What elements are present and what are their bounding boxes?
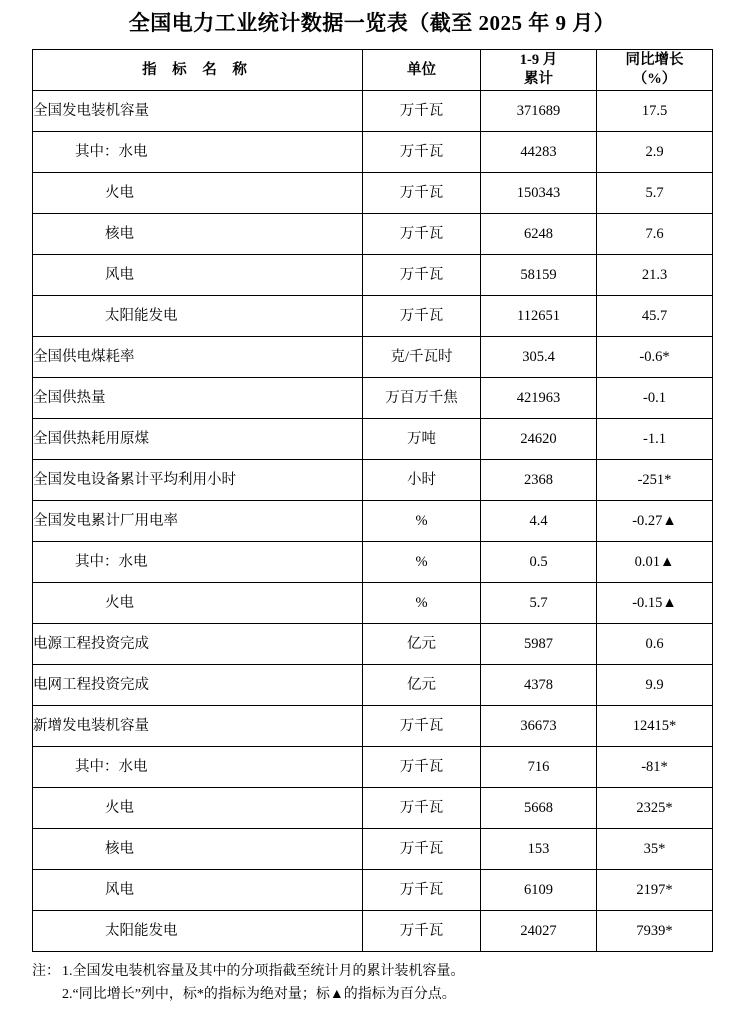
- cell-indicator-name: 全国供热量: [33, 378, 363, 419]
- table-row: [33, 788, 713, 829]
- table-row: [33, 870, 713, 911]
- cell-cumulative-value: 58159: [481, 255, 597, 296]
- cell-indicator-name: 火电: [33, 788, 363, 829]
- cell-cumulative-value: 6248: [481, 214, 597, 255]
- cell-cumulative-value: 112651: [481, 296, 597, 337]
- cell-unit: 万吨: [363, 419, 481, 460]
- table-row: [33, 296, 713, 337]
- note-line: [32, 983, 712, 1006]
- cell-yoy-growth: 7.6: [597, 214, 713, 255]
- cell-cumulative-value: 716: [481, 747, 597, 788]
- table-row: [33, 337, 713, 378]
- cell-yoy-growth: 7939*: [597, 911, 713, 952]
- cell-indicator-name: 风电: [33, 255, 363, 296]
- cell-cumulative-value: 153: [481, 829, 597, 870]
- table-row: [33, 706, 713, 747]
- cell-unit: 万千瓦: [363, 747, 481, 788]
- column-header-value-line1: 1-9 月: [519, 51, 558, 68]
- cell-cumulative-value: 36673: [481, 706, 597, 747]
- column-header-indicator-label: 指 标 名 称: [142, 62, 253, 79]
- cell-cumulative-value: 24027: [481, 911, 597, 952]
- cell-cumulative-value: 4.4: [481, 501, 597, 542]
- cell-unit: 万千瓦: [363, 870, 481, 911]
- cell-unit: 万千瓦: [363, 296, 481, 337]
- cell-yoy-growth: 2197*: [597, 870, 713, 911]
- cell-cumulative-value: 4378: [481, 665, 597, 706]
- cell-yoy-growth: 12415*: [597, 706, 713, 747]
- cell-cumulative-value: 150343: [481, 173, 597, 214]
- cell-cumulative-value: 5987: [481, 624, 597, 665]
- cell-yoy-growth: -0.1: [597, 378, 713, 419]
- column-header-indicator: [33, 50, 363, 91]
- table-row: [33, 255, 713, 296]
- column-header-unit: [363, 50, 481, 91]
- cell-unit: 亿元: [363, 624, 481, 665]
- table-row: [33, 378, 713, 419]
- cell-indicator-name: 全国发电装机容量: [33, 91, 363, 132]
- cell-unit: 万千瓦: [363, 214, 481, 255]
- cell-yoy-growth: 2.9: [597, 132, 713, 173]
- table-row: [33, 173, 713, 214]
- cell-cumulative-value: 305.4: [481, 337, 597, 378]
- table-row: [33, 583, 713, 624]
- cell-unit: 克/千瓦时: [363, 337, 481, 378]
- cell-unit: %: [363, 501, 481, 542]
- cell-unit: 万千瓦: [363, 91, 481, 132]
- cell-yoy-growth: -0.6*: [597, 337, 713, 378]
- notes-label: 注：: [32, 964, 60, 980]
- cell-yoy-growth: -0.15▲: [597, 583, 713, 624]
- cell-indicator-name: 核电: [33, 829, 363, 870]
- cell-indicator-name: 全国供热耗用原煤: [33, 419, 363, 460]
- cell-cumulative-value: 0.5: [481, 542, 597, 583]
- cell-indicator-name: 电网工程投资完成: [33, 665, 363, 706]
- cell-yoy-growth: -81*: [597, 747, 713, 788]
- table-header-row: [33, 50, 713, 91]
- cell-indicator-name: 核电: [33, 214, 363, 255]
- cell-unit: 万千瓦: [363, 132, 481, 173]
- cell-indicator-name: 新增发电装机容量: [33, 706, 363, 747]
- table-header: [33, 50, 713, 91]
- cell-unit: 万百万千焦: [363, 378, 481, 419]
- cell-unit: 小时: [363, 460, 481, 501]
- column-header-unit-label: 单位: [407, 62, 436, 79]
- column-header-yoy-line2: （%）: [632, 71, 677, 88]
- cell-unit: 亿元: [363, 665, 481, 706]
- cell-yoy-growth: 0.01▲: [597, 542, 713, 583]
- cell-yoy-growth: 45.7: [597, 296, 713, 337]
- cell-cumulative-value: 2368: [481, 460, 597, 501]
- cell-indicator-name: 其中：水电: [33, 542, 363, 583]
- column-header-value-line2: 累计: [524, 71, 553, 88]
- cell-cumulative-value: 371689: [481, 91, 597, 132]
- table-body: [33, 91, 713, 952]
- column-header-yoy-line1: 同比增长: [625, 51, 684, 68]
- cell-yoy-growth: 2325*: [597, 788, 713, 829]
- cell-cumulative-value: 44283: [481, 132, 597, 173]
- table-row: [33, 747, 713, 788]
- cell-indicator-name: 其中：水电: [33, 747, 363, 788]
- cell-indicator-name: 其中：水电: [33, 132, 363, 173]
- table-row: [33, 542, 713, 583]
- note-text: 2.“同比增长”列中，标*的指标为绝对量；标▲的指标为百分点。: [62, 987, 456, 1003]
- note-line: [32, 960, 712, 983]
- cell-yoy-growth: 17.5: [597, 91, 713, 132]
- cell-unit: 万千瓦: [363, 255, 481, 296]
- cell-yoy-growth: 35*: [597, 829, 713, 870]
- table-row: [33, 214, 713, 255]
- cell-unit: %: [363, 542, 481, 583]
- column-header-value: [481, 50, 597, 91]
- cell-unit: 万千瓦: [363, 706, 481, 747]
- table-row: [33, 91, 713, 132]
- cell-yoy-growth: 9.9: [597, 665, 713, 706]
- cell-indicator-name: 全国发电设备累计平均利用小时: [33, 460, 363, 501]
- table-row: [33, 829, 713, 870]
- cell-unit: 万千瓦: [363, 788, 481, 829]
- table-row: [33, 419, 713, 460]
- cell-cumulative-value: 24620: [481, 419, 597, 460]
- table-row: [33, 624, 713, 665]
- cell-indicator-name: 太阳能发电: [33, 296, 363, 337]
- cell-cumulative-value: 5.7: [481, 583, 597, 624]
- cell-yoy-growth: 21.3: [597, 255, 713, 296]
- cell-indicator-name: 太阳能发电: [33, 911, 363, 952]
- cell-unit: 万千瓦: [363, 173, 481, 214]
- cell-indicator-name: 火电: [33, 583, 363, 624]
- cell-indicator-name: 火电: [33, 173, 363, 214]
- cell-unit: 万千瓦: [363, 911, 481, 952]
- cell-yoy-growth: 0.6: [597, 624, 713, 665]
- cell-indicator-name: 电源工程投资完成: [33, 624, 363, 665]
- cell-yoy-growth: -251*: [597, 460, 713, 501]
- page-title: 全国电力工业统计数据一览表（截至 2025 年 9 月）: [128, 11, 616, 35]
- cell-yoy-growth: -0.27▲: [597, 501, 713, 542]
- table-row: [33, 665, 713, 706]
- cell-cumulative-value: 421963: [481, 378, 597, 419]
- table-row: [33, 460, 713, 501]
- cell-indicator-name: 全国供电煤耗率: [33, 337, 363, 378]
- table-notes: [32, 960, 712, 1006]
- table-row: [33, 911, 713, 952]
- cell-cumulative-value: 5668: [481, 788, 597, 829]
- table-row: [33, 132, 713, 173]
- table-row: [33, 501, 713, 542]
- statistics-table: [32, 49, 713, 952]
- cell-unit: %: [363, 583, 481, 624]
- cell-yoy-growth: -1.1: [597, 419, 713, 460]
- cell-indicator-name: 全国发电累计厂用电率: [33, 501, 363, 542]
- cell-cumulative-value: 6109: [481, 870, 597, 911]
- cell-indicator-name: 风电: [33, 870, 363, 911]
- note-text: 1.全国发电装机容量及其中的分项指截至统计月的累计装机容量。: [62, 964, 465, 980]
- cell-unit: 万千瓦: [363, 829, 481, 870]
- column-header-yoy: [597, 50, 713, 91]
- cell-yoy-growth: 5.7: [597, 173, 713, 214]
